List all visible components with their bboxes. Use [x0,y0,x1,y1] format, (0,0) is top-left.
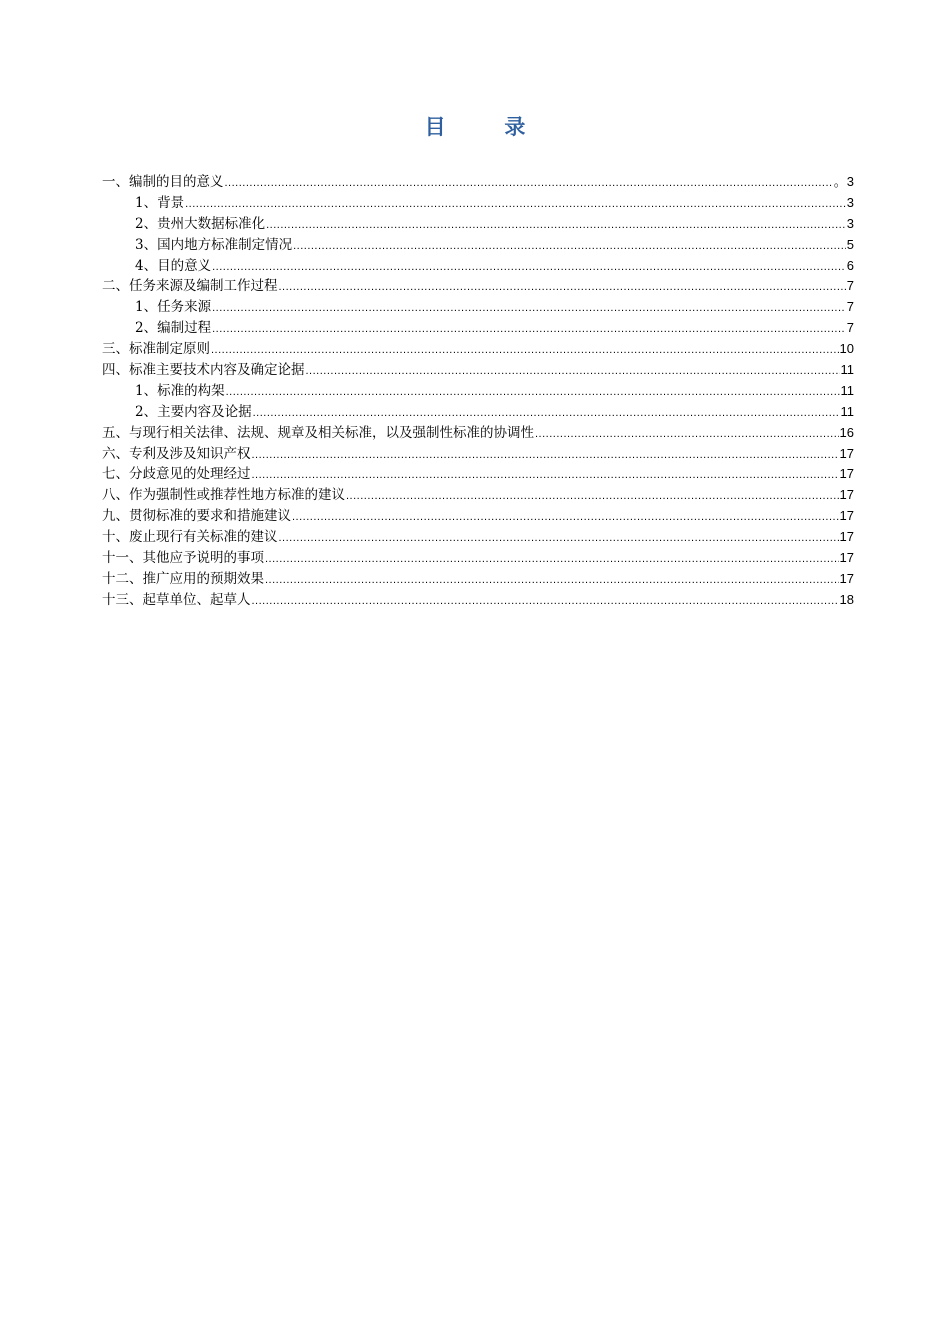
toc-dot-leader [535,424,839,445]
toc-page-number: 5 [846,236,854,252]
toc-entry-title: 2、贵州大数据标准化 [135,215,266,232]
toc-dot-leader [265,570,839,591]
toc-dot-leader [293,236,846,257]
toc-page-number: 6 [846,257,854,273]
toc-dot-leader [252,465,839,486]
toc-page-number: 10 [839,341,854,357]
toc-page-number: 11 [840,403,854,419]
toc-entry[interactable] [102,464,854,485]
toc-entry[interactable] [102,506,854,527]
toc-dot-leader [252,591,839,612]
toc-page-number: 3 [846,194,854,210]
toc-entry-title: 十二、推广应用的预期效果 [102,570,264,587]
toc-dot-leader [346,486,839,507]
toc-entry[interactable] [102,485,854,506]
toc-dot-leader [253,403,840,424]
toc-dot-leader [212,257,846,278]
toc-page-number: 7 [846,278,854,294]
toc-entry-title: 4、目的意义 [135,257,212,274]
toc-entry-title: 四、标准主要技术内容及确定论据 [102,362,305,379]
toc-entry[interactable] [102,444,854,465]
toc-entry[interactable] [102,172,854,193]
toc-page-number: 11 [840,382,854,398]
toc-entry[interactable] [102,423,854,444]
toc-page-number: 3 [846,215,854,231]
toc-page-number: 17 [839,570,854,586]
toc-entry-title: 1、标准的构架 [135,382,225,399]
toc-entry[interactable] [102,276,854,297]
toc-entry-title: 2、主要内容及论据 [135,403,252,420]
toc-dot-leader [292,507,839,528]
toc-page-number: 7 [846,299,854,315]
toc-dot-leader [306,361,840,382]
toc-page-number: 17 [839,508,854,524]
toc-entry-title: 一、编制的目的意义 [102,174,224,190]
toc-entry[interactable] [102,569,854,590]
toc-entry-title: 九、贯彻标准的要求和措施建议 [102,508,291,525]
table-of-contents [102,172,854,611]
toc-entry-title: 三、标准制定原则 [102,341,210,358]
toc-entry[interactable] [102,590,854,611]
toc-dot-leader [185,194,846,215]
toc-page-number: 11 [840,362,854,378]
toc-entry[interactable] [102,256,854,277]
toc-entry[interactable] [102,339,854,360]
toc-dot-leader [279,277,846,298]
toc-entry[interactable] [102,527,854,548]
toc-page-number: 16 [839,424,854,440]
toc-dot-leader [226,382,840,403]
toc-dot-leader [279,528,839,549]
toc-dot-leader [252,445,839,466]
toc-entry[interactable] [102,214,854,235]
toc-entry-title: 3、国内地方标准制定情况 [135,236,293,253]
toc-page-number: 17 [839,445,854,461]
toc-entry-title: 2、编制过程 [135,320,212,337]
toc-dot-leader [265,549,839,570]
toc-dot-leader [225,173,833,194]
toc-entry-title: 1、任务来源 [135,299,212,316]
toc-dot-leader [266,215,846,236]
toc-entry-title: 十一、其他应予说明的事项 [102,550,264,567]
page-title: 目 录 [424,115,545,139]
toc-entry[interactable] [102,235,854,256]
toc-dot-leader [211,340,839,361]
toc-page-number: 17 [839,529,854,545]
toc-entry[interactable] [102,318,854,339]
toc-entry-title: 1、背景 [135,194,185,211]
toc-entry-title: 八、作为强制性或推荐性地方标准的建议 [102,487,345,504]
toc-page-number: 。3 [833,174,854,189]
toc-entry[interactable] [102,360,854,381]
toc-page-number: 17 [839,550,854,566]
toc-dot-leader [212,319,846,340]
toc-entry-title: 五、与现行相关法律、法规、规章及相关标准，以及强制性标准的协调性 [102,424,534,441]
toc-entry-title: 六、专利及涉及知识产权 [102,445,251,462]
toc-page-number: 7 [846,320,854,336]
toc-entry-title: 七、分歧意见的处理经过 [102,466,251,483]
toc-entry-title: 十三、起草单位、起草人 [102,591,251,608]
toc-dot-leader [212,298,846,319]
toc-entry-title: 二、任务来源及编制工作过程 [102,278,278,295]
toc-entry[interactable] [102,193,854,214]
toc-entry[interactable] [102,297,854,318]
toc-entry-title: 十、废止现行有关标准的建议 [102,529,278,546]
toc-entry[interactable] [102,548,854,569]
toc-entry[interactable] [102,402,854,423]
toc-page-number: 17 [839,487,854,503]
toc-page-number: 18 [839,591,854,607]
toc-entry[interactable] [102,381,854,402]
toc-page-number: 17 [839,466,854,482]
